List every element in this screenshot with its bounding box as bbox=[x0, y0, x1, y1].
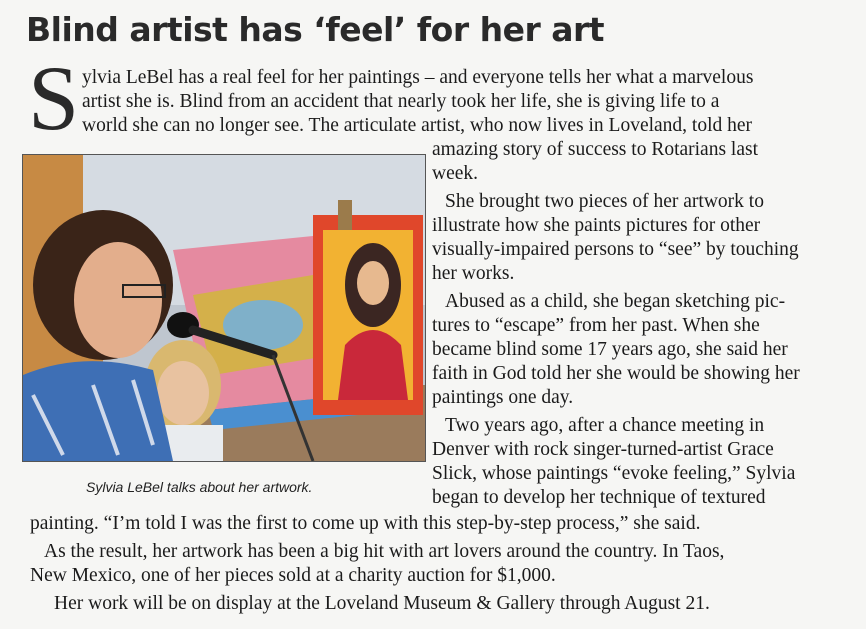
body-line: Slick, whose paintings “evoke feeling,” Sylvia bbox=[432, 463, 796, 484]
body-line: painting. “I’m told I was the first to come up with this step-by-step process,” she said. bbox=[30, 513, 701, 534]
body-line: illustrate how she paints pictures for other bbox=[432, 215, 761, 236]
article-photo bbox=[22, 154, 426, 462]
body-line: New Mexico, one of her pieces sold at a charity auction for $1,000. bbox=[30, 565, 556, 586]
body-line: amazing story of success to Rotarians last bbox=[432, 139, 759, 160]
article-headline: Blind artist has ‘feel’ for her art bbox=[26, 10, 605, 49]
body-line: world she can no longer see. The articulate artist, who now lives in Loveland, told her bbox=[82, 115, 753, 136]
photo-illustration bbox=[23, 155, 425, 461]
body-line: paintings one day. bbox=[432, 387, 574, 408]
body-line: Denver with rock singer-turned-artist Grace bbox=[432, 439, 774, 460]
body-line: tures to “escape” from her past. When she bbox=[432, 315, 760, 336]
body-line: artist she is. Blind from an accident that nearly took her life, she is giving life to a bbox=[82, 91, 720, 112]
body-line: Her work will be on display at the Loveland Museum & Gallery through August 21. bbox=[54, 593, 710, 614]
drop-cap: S bbox=[28, 47, 80, 149]
body-line: week. bbox=[432, 163, 479, 184]
body-line: Two years ago, after a chance meeting in bbox=[445, 415, 765, 436]
body-line: Abused as a child, she began sketching pic- bbox=[445, 291, 786, 312]
body-line: As the result, her artwork has been a big hit with art lovers around the country. In Taos, bbox=[44, 541, 725, 562]
body-line: She brought two pieces of her artwork to bbox=[445, 191, 764, 212]
body-line: became blind some 17 years ago, she said her bbox=[432, 339, 788, 360]
photo-caption: Sylvia LeBel talks about her artwork. bbox=[86, 479, 313, 495]
body-line: ylvia LeBel has a real feel for her paintings – and everyone tells her what a marvelous bbox=[82, 67, 754, 88]
body-line: visually-impaired persons to “see” by touching bbox=[432, 239, 799, 260]
body-line: her works. bbox=[432, 263, 515, 284]
body-line: faith in God told her she would be showing her bbox=[432, 363, 800, 384]
body-line: began to develop her technique of textured bbox=[432, 487, 766, 508]
